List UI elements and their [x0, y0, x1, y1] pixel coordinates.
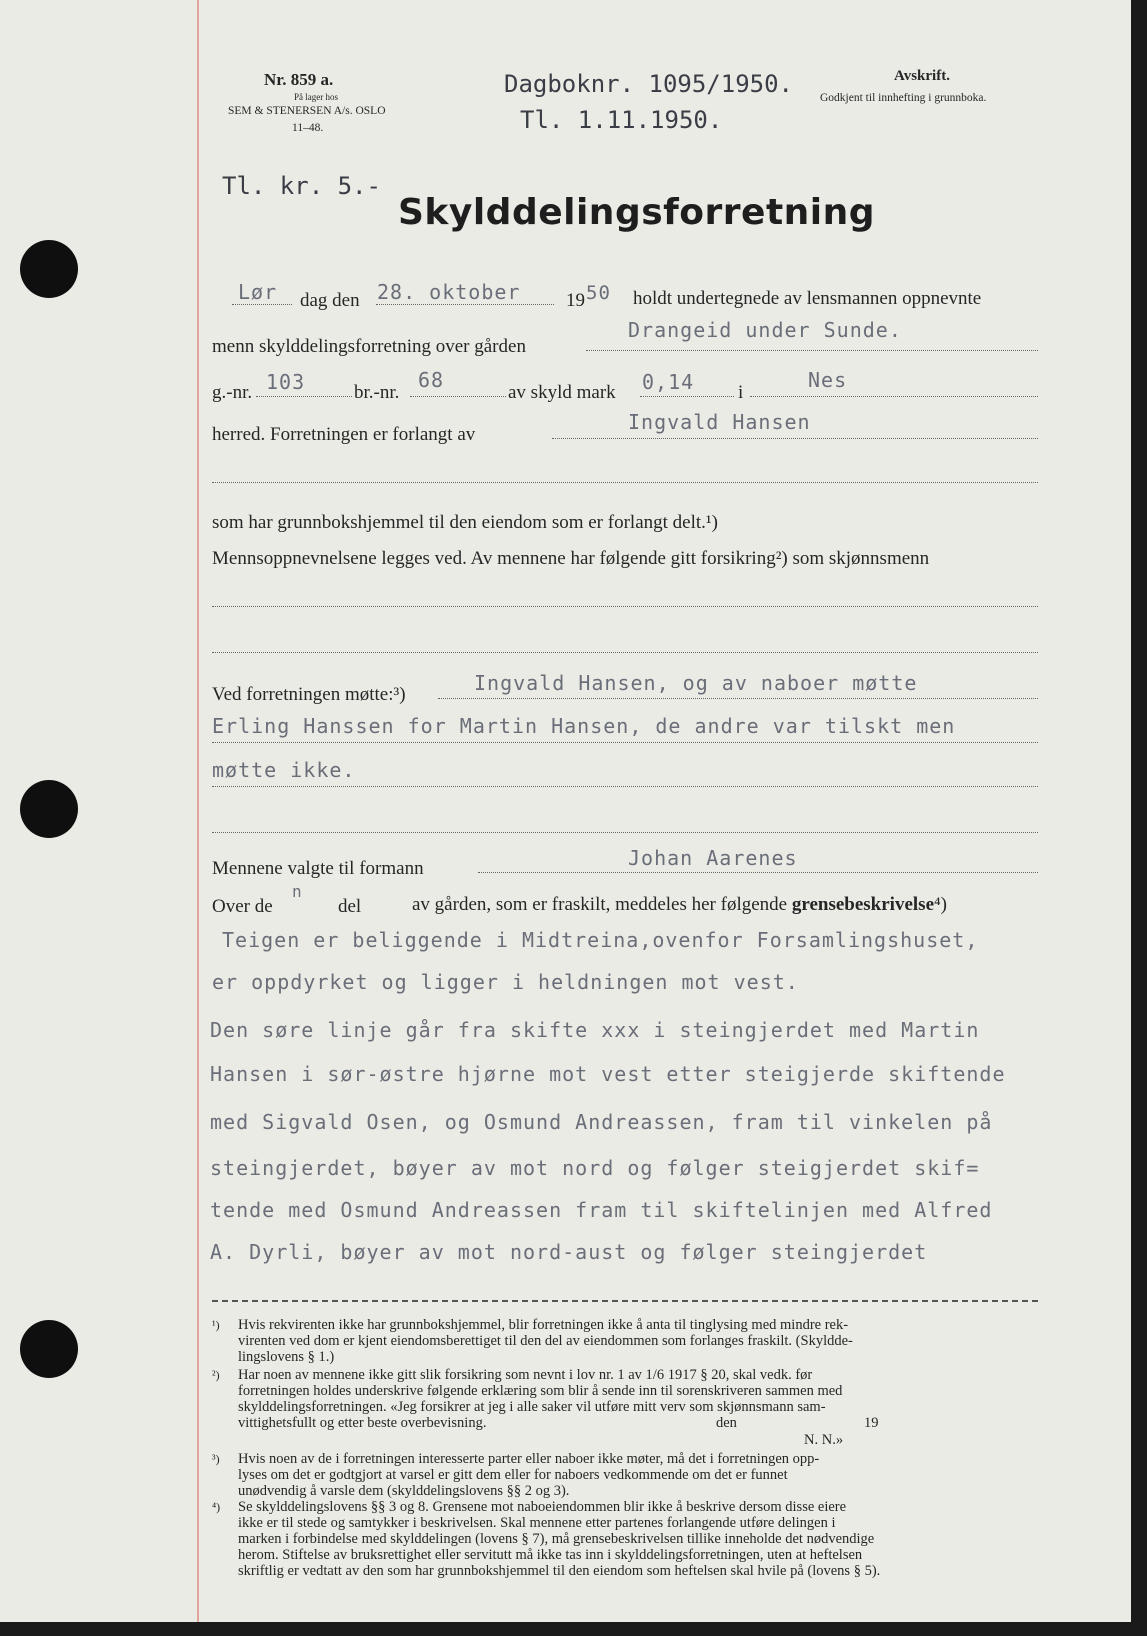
- requester-value: Ingvald Hansen: [628, 410, 811, 434]
- fill-line: [376, 304, 554, 305]
- footnote-line: virenten ved dom er kjent eiendomsberettiget til den del av eiendommen som forlanges fraskilt. (Skyldde-: [238, 1333, 853, 1349]
- label-gnr: g.-nr.: [212, 382, 253, 403]
- footnote-separator: [212, 1300, 1038, 1302]
- fill-line: [212, 742, 1038, 743]
- gnr-value: 103: [266, 370, 306, 394]
- footnote-line: ikke er til stede og samtykker i beskrivelsen. Skal mennene etter partenes forlangende utføre delingen i: [238, 1515, 836, 1531]
- mark-value: 0,14: [642, 370, 695, 394]
- farm-value: Drangeid under Sunde.: [628, 318, 902, 342]
- fill-line: [410, 396, 506, 397]
- boundary-line: Hansen i sør-østre hjørne mot vest etter steigjerde skiftende: [210, 1062, 1006, 1086]
- label-forlangt: herred. Forretningen er forlangt av: [212, 424, 476, 445]
- footnote-line: Hvis noen av de i forretningen interesserte parter eller naboer ikke møter, må det i forretningen opp-: [238, 1451, 820, 1467]
- boundary-line: Teigen er beliggende i Midtreina,ovenfor Forsamlingshuset,: [222, 928, 979, 952]
- avskrift-label: Avskrift.: [894, 68, 950, 84]
- footnote-line: Se skylddelingslovens §§ 3 og 8. Grensene mot naboeiendommen blir ikke å beskrive dersom disse eiere: [238, 1499, 847, 1515]
- footnote-line: lingslovens § 1.): [238, 1349, 335, 1365]
- fill-line: [212, 482, 1038, 483]
- over-de-del: del: [338, 896, 362, 917]
- boundary-line: A. Dyrli, bøyer av mot nord-aust og følger steingjerdet: [210, 1240, 928, 1264]
- footnote-line: Hvis rekvirenten ikke har grunnbokshjemmel, blir forretningen ikke å anta til tinglysing med mindre rek-: [238, 1317, 849, 1333]
- printer-line: På lager hos: [294, 92, 338, 102]
- boundary-line: med Sigvald Osen, og Osmund Andreassen, fram til vinkelen på: [210, 1110, 993, 1134]
- printer-line: 11–48.: [292, 122, 324, 134]
- fill-line: [212, 786, 1038, 787]
- grunnbok-line: som har grunnbokshjemmel til den eiendom som er forlangt delt.¹): [212, 512, 718, 533]
- over-de-label: Over de: [212, 896, 273, 917]
- footnote-mark: ⁴): [212, 1500, 221, 1514]
- chairman-value: Johan Aarenes: [628, 846, 798, 870]
- footnote-mark: ¹): [212, 1318, 220, 1332]
- day-value: Lør: [238, 280, 278, 304]
- footnote-line: herom. Stiftelse av bruksrettighet eller servitutt må ikke tas inn i skylddelingsforretningen, uten at heftelsen: [238, 1547, 863, 1563]
- attended-line: møtte ikke.: [212, 758, 356, 782]
- footnote-line: skriftlig er vedtatt av den som har grunnbokshjemmel til den eiendom som heftelsen skal hvile på (lovens § 5).: [238, 1563, 881, 1579]
- punch-hole: [20, 1320, 78, 1378]
- label-dag-den: dag den: [300, 290, 360, 311]
- attended-line: Ingvald Hansen, og av naboer møtte: [474, 671, 918, 695]
- footnote-signature: N. N.»: [804, 1432, 844, 1448]
- dagboknr-stamp: Dagboknr. 1095/1950.: [504, 70, 793, 98]
- label-skyld: av skyld mark: [508, 382, 616, 403]
- year-value: 50: [586, 282, 611, 304]
- footnote-line: forretningen holdes underskrive følgende erklæring som blir å sende inn til sorenskriveren sammen med: [238, 1383, 843, 1399]
- footnote-ref: ⁴): [934, 894, 947, 915]
- fill-line: [256, 396, 352, 397]
- red-margin-line: [197, 0, 199, 1622]
- punch-hole: [20, 780, 78, 838]
- footnote-year: 19: [864, 1415, 879, 1431]
- boundary-line: er oppdyrket og ligger i heldningen mot vest.: [212, 970, 799, 994]
- fill-line: [640, 396, 734, 397]
- date-value: 28. oktober: [377, 280, 521, 304]
- footnote-line: lyses om det er godtgjort at varsel er gitt dem eller for naboers vedkommende om det er funnet: [238, 1467, 788, 1483]
- over-de-value: n: [292, 882, 303, 901]
- attended-label: Ved forretningen møtte:³): [212, 684, 406, 705]
- boundary-line: steingjerdet, bøyer av mot nord og følger steigjerdet skif=: [210, 1156, 980, 1180]
- fill-line: [438, 698, 1038, 699]
- label-brnr: br.-nr.: [354, 382, 400, 403]
- over-de-rest: [412, 894, 947, 916]
- fee-stamp: Tl. kr. 5.-: [222, 172, 381, 200]
- fill-line: [586, 350, 1038, 351]
- attended-line: Erling Hanssen for Martin Hansen, de andre var tilskt men: [212, 714, 956, 738]
- fill-line: [212, 606, 1038, 607]
- fill-line: [750, 396, 1038, 397]
- brnr-value: 68: [418, 368, 445, 392]
- form-number: Nr. 859 a.: [264, 70, 334, 89]
- tinglyst-date-stamp: Tl. 1.11.1950.: [520, 106, 723, 134]
- godkjent-note: Godkjent til innhefting i grunnboka.: [820, 92, 987, 104]
- fill-line: [232, 304, 292, 305]
- boundary-line: tende med Osmund Andreassen fram til skiftelinjen med Alfred: [210, 1198, 993, 1222]
- footnote-mark: ³): [212, 1452, 220, 1466]
- footnote-mark: ²): [212, 1368, 220, 1382]
- menn-line: Mennsoppnevnelsene legges ved. Av mennene har følgende gitt forsikring²) som skjønnsmenn: [212, 548, 930, 569]
- footnote-line: vittighetsfullt og etter beste overbevisning.: [238, 1415, 487, 1431]
- over-de-rest-text: av gården, som er fraskilt, meddeles her følgende: [412, 894, 788, 915]
- footnote-line: Har noen av mennene ikke gitt slik forsikring som nevnt i lov nr. 1 av 1/6 1917 § 20, skal vedk. før: [238, 1367, 813, 1383]
- herred-value: Nes: [808, 368, 848, 392]
- grensebeskrivelse-label: grensebeskrivelse: [791, 894, 935, 915]
- label-i: i: [738, 382, 744, 403]
- label-skylddeling: menn skylddelingsforretning over gården: [212, 336, 526, 357]
- boundary-line: Den søre linje går fra skifte xxx i steingjerdet med Martin: [210, 1018, 980, 1042]
- label-holdt: holdt undertegnede av lensmannen oppnevnte: [633, 288, 982, 309]
- footnote-den: den: [716, 1415, 737, 1431]
- fill-line: [552, 438, 1038, 439]
- fill-line: [212, 652, 1038, 653]
- punch-hole: [20, 240, 78, 298]
- page-title: Skylddelingsforretning: [398, 192, 876, 233]
- printer-line: SEM & STENERSEN A/s. OSLO: [228, 105, 386, 117]
- footnote-line: marken i forbindelse med skylddelingen (lovens § 7), må grensebeskrivelsen tillike inneholde det nødvendige: [238, 1531, 875, 1547]
- fill-line: [212, 832, 1038, 833]
- chairman-label: Mennene valgte til formann: [212, 858, 424, 879]
- fill-line: [478, 872, 1038, 873]
- footnote-line: unødvendig å varsle dem (skylddelingslovens §§ 2 og 3).: [238, 1483, 570, 1499]
- footnote-line: skylddelingsforretningen. «Jeg forsikrer at jeg i alle saker vil utføre mitt verv som skjønnsmann sam-: [238, 1399, 826, 1415]
- year-prefix: 19: [566, 290, 585, 311]
